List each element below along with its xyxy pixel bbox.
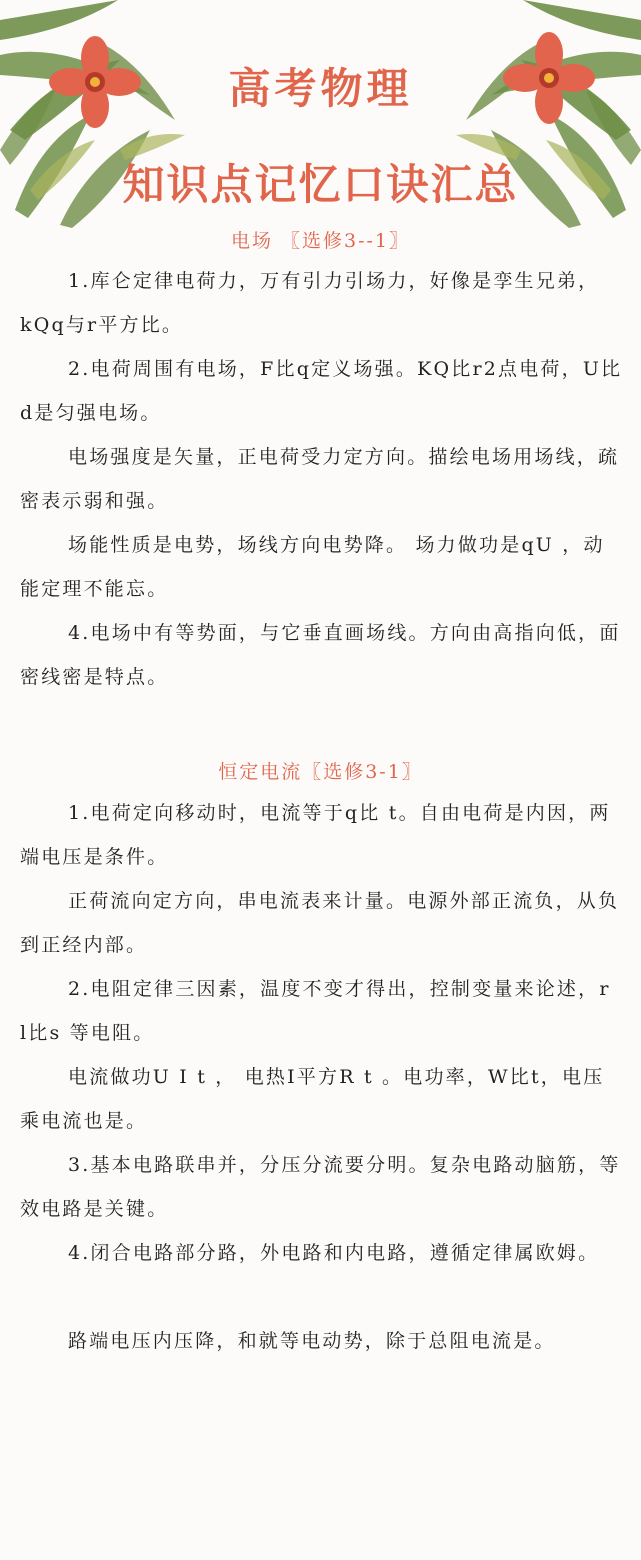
paragraph: 2.电阻定律三因素，温度不变才得出，控制变量来论述，r l比s 等电阻。 — [20, 978, 611, 1044]
section-heading-steady-current: 恒定电流〖选修3-1〗 — [218, 761, 423, 783]
page-subtitle: 知识点记忆口诀汇总 — [122, 160, 519, 209]
paragraph: 路端电压内压降，和就等电动势，除于总阻电流是。 — [68, 1330, 556, 1352]
paragraph: 电场强度是矢量，正电荷受力定方向。描绘电场用场线，疏密表示弱和强。 — [20, 446, 620, 512]
paragraph: 3.基本电路联串并，分压分流要分明。复杂电路动脑筋，等效电路是关键。 — [20, 1154, 621, 1220]
paragraph: 1.库仑定律电荷力，万有引力引场力，好像是孪生兄弟，kQq与r平方比。 — [20, 270, 600, 336]
paragraph: 2.电荷周围有电场，F比q定义场强。KQ比r2点电荷，U比d是匀强电场。 — [20, 358, 623, 424]
paragraph: 1.电荷定向移动时，电流等于q比 t。自由电荷是内因，两端电压是条件。 — [20, 802, 611, 868]
paragraph: 场能性质是电势，场线方向电势降。 场力做功是qU ，动能定理不能忘。 — [20, 534, 605, 600]
paragraph: 电流做功U I t ， 电热I平方R t 。电功率，W比t，电压乘电流也是。 — [20, 1066, 605, 1132]
section-heading-electric-field: 电场 〖选修3--1〗 — [230, 230, 411, 252]
page-title: 高考物理 — [228, 64, 413, 113]
paragraph: 4.闭合电路部分路，外电路和内电路，遵循定律属欧姆。 — [68, 1242, 600, 1264]
paragraph: 4.电场中有等势面，与它垂直画场线。方向由高指向低，面密线密是特点。 — [20, 622, 621, 688]
paragraph: 正荷流向定方向，串电流表来计量。电源外部正流负，从负到正经内部。 — [20, 890, 620, 956]
